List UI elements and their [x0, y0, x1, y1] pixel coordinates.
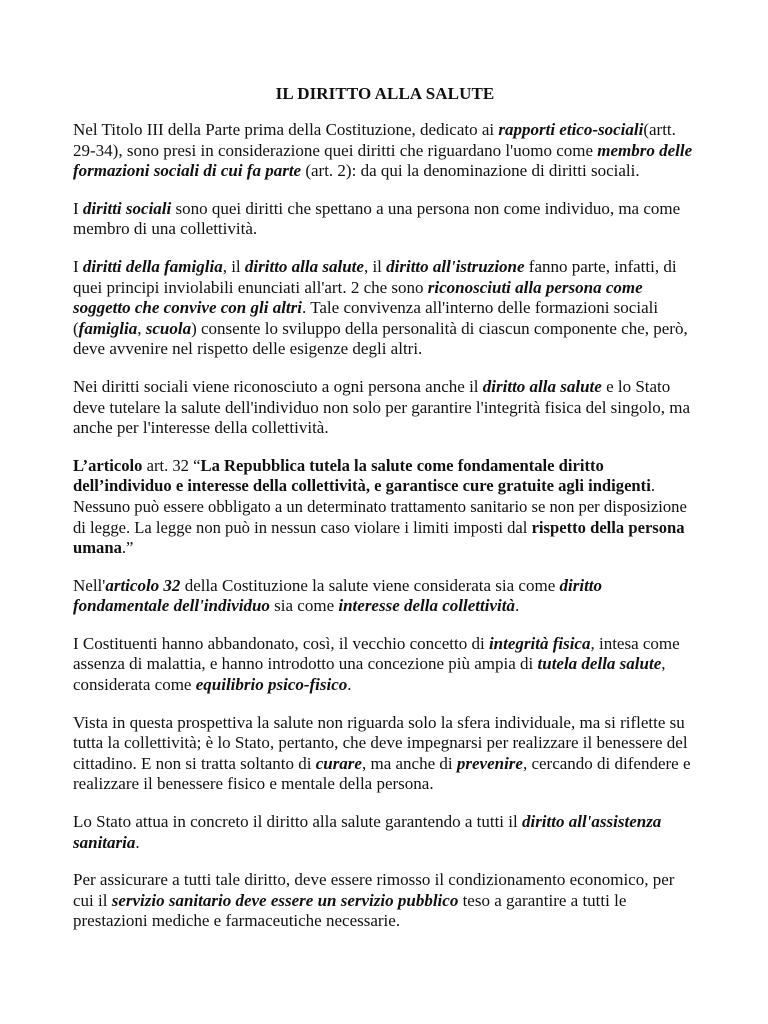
paragraph-2	[73, 199, 697, 240]
paragraph-9	[73, 812, 697, 853]
emphasized-text: rapporti etico-sociali	[498, 120, 644, 139]
text-run: e lo Stato deve tutelare la salute dell'individuo non solo per garantire l'integrità fisica del singolo, ma anche per l'interesse della collettività.	[73, 376, 690, 438]
emphasized-text: membro delle formazioni sociali di cui fa parte	[73, 140, 693, 181]
emphasized-text: prevenire	[456, 753, 523, 773]
emphasized-text: La Repubblica tutela la salute come fondamentale diritto dell’individuo e interesse della collettività, e garantisce cure gratuite agli indigenti	[73, 455, 651, 496]
emphasized-text: diritto alla salute	[482, 376, 602, 396]
text-run: ,	[137, 318, 146, 338]
emphasized-text: L’articolo	[73, 455, 143, 475]
paragraph-3	[73, 257, 697, 360]
emphasized-text: articolo 32	[105, 575, 181, 595]
text-run: Nei diritti sociali viene riconosciuto a ogni persona anche il	[73, 376, 483, 396]
text-run: (art. 2): da qui la denominazione di diritti sociali.	[301, 161, 640, 181]
emphasized-text: tutela della salute	[537, 654, 662, 674]
text-run: I Costituenti hanno abbandonato, così, il vecchio concetto di	[73, 633, 489, 653]
text-run: (artt. 29-34), sono presi in considerazione quei diritti che riguardano l'uomo come	[73, 120, 676, 160]
emphasized-text: diritto all'istruzione	[386, 256, 525, 276]
emphasized-text: interesse della collettività	[338, 596, 515, 616]
text-run: ) consente lo sviluppo della personalità di ciascun componente che, però, deve avvenire nel rispetto delle esigenze degli altri.	[73, 318, 688, 359]
text-run: teso a garantire a tutti le prestazioni mediche e farmaceutiche necessarie.	[73, 890, 627, 931]
emphasized-text: equilibrio psico-fisico	[195, 675, 348, 695]
emphasized-text: famiglia	[78, 318, 138, 338]
text-run: Per assicurare a tutti tale diritto, deve essere rimosso il condizionamento economico, per cui il	[73, 870, 675, 910]
emphasized-text: diritto alla salute	[244, 256, 364, 276]
document-body	[73, 120, 697, 932]
paragraph-5	[73, 456, 697, 559]
emphasized-text: diritti sociali	[82, 198, 172, 218]
text-run: . Tale convivenza all'interno delle formazioni sociali (	[73, 298, 659, 338]
text-run: fanno parte, infatti, di quei principi inviolabili enunciati all'art. 2 che sono	[73, 256, 677, 297]
text-run: , considerata come	[73, 654, 666, 695]
text-run: I	[73, 198, 83, 218]
emphasized-text: curare	[315, 753, 362, 773]
text-run: Nel Titolo III della Parte prima della Costituzione, dedicato ai	[73, 120, 499, 139]
paragraph-7	[73, 634, 697, 696]
text-run: .	[514, 596, 520, 616]
text-run: .	[135, 832, 140, 852]
paragraph-8	[73, 713, 697, 795]
text-run: , il	[363, 256, 387, 276]
paragraph-6	[73, 576, 697, 617]
emphasized-text: integrità fisica	[488, 633, 591, 653]
emphasized-text: servizio sanitario deve essere un servizio pubblico	[111, 890, 459, 910]
emphasized-text: diritto all'assistenza sanitaria	[73, 812, 662, 852]
text-run: , intesa come assenza di malattia, e hanno introdotto una concezione più ampia di	[73, 633, 680, 674]
emphasized-text: scuola	[145, 318, 192, 338]
text-run: Vista in questa prospettiva la salute non riguarda solo la sfera individuale, ma si riflette su tutta la collettività; è lo Stato, pertanto, che deve impegnarsi per realizzare il benessere del cittadino. E non si tratta soltanto di	[73, 712, 688, 773]
text-run: . Nessuno può essere obbligato a un determinato trattamento sanitario se non per disposizione di legge. La legge non può in nessun caso violare i limiti imposti dal	[73, 476, 687, 537]
document-title: IL DIRITTO ALLA SALUTE	[275, 84, 495, 103]
text-run: .”	[121, 538, 134, 558]
text-run: sono quei diritti che spettano a una persona non come individuo, ma come membro di una collettività.	[73, 198, 681, 239]
emphasized-text: diritti della famiglia	[82, 256, 223, 276]
paragraph-1	[73, 120, 697, 182]
text-run: Nell'	[73, 575, 106, 595]
paragraph-10	[73, 870, 697, 932]
text-run: , ma anche di	[361, 753, 457, 773]
text-run: della Costituzione la salute viene considerata sia come	[180, 575, 560, 595]
text-run: , cercando di difendere e realizzare il benessere fisico e mentale della persona.	[73, 753, 691, 794]
text-run: , il	[222, 256, 245, 276]
text-run: I	[73, 256, 83, 276]
text-run: Lo Stato attua in concreto il diritto alla salute garantendo a tutti il	[73, 812, 522, 832]
emphasized-text: rispetto della persona umana	[73, 517, 685, 558]
text-run: .	[347, 675, 352, 695]
document-page	[73, 84, 697, 949]
text-run: art. 32 “	[142, 455, 201, 475]
paragraph-4	[73, 377, 697, 439]
emphasized-text: diritto fondamentale dell'individuo	[73, 575, 603, 616]
emphasized-text: riconosciuti alla persona come soggetto che convive con gli altri	[73, 277, 643, 318]
text-run: sia come	[269, 596, 339, 616]
